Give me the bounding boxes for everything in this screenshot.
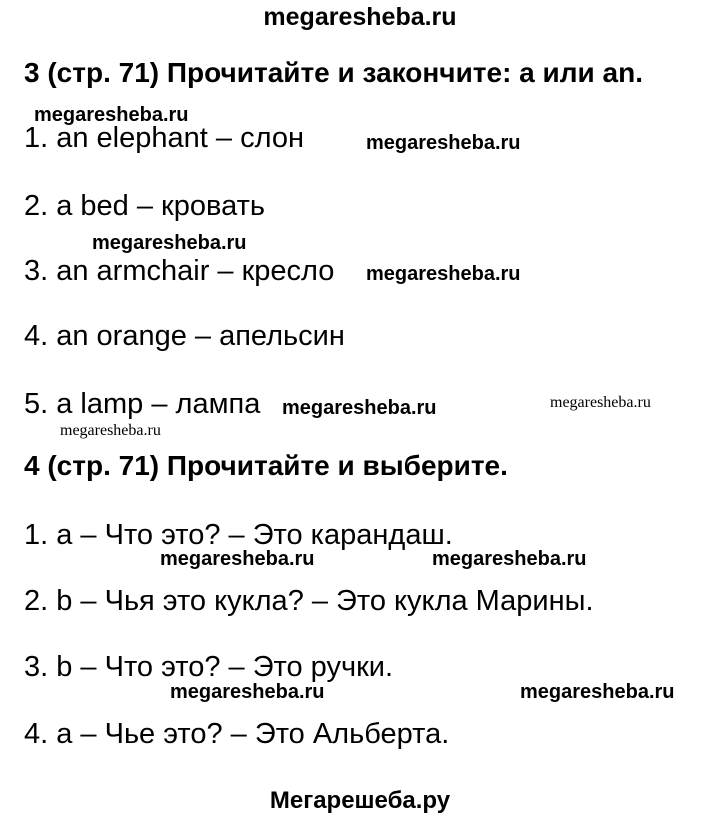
watermark: megaresheba.ru (160, 548, 315, 570)
answer-line-2: 2. a bed – кровать (24, 190, 265, 222)
watermark: megaresheba.ru (520, 681, 675, 703)
watermark: megaresheba.ru (366, 132, 521, 154)
choice-line-1: 1. a – Что это? – Это карандаш. (24, 519, 453, 551)
answer-line-1: 1. an elephant – слон (24, 122, 304, 154)
choice-line-2: 2. b – Чья это кукла? – Это кукла Марины. (24, 585, 594, 617)
watermark: megaresheba.ru (282, 397, 437, 419)
watermark-small: megaresheba.ru (60, 422, 161, 439)
watermark-small: megaresheba.ru (550, 394, 651, 411)
choice-line-4: 4. a – Чье это? – Это Альберта. (24, 718, 450, 750)
watermark: megaresheba.ru (34, 104, 189, 126)
answer-line-4: 4. an orange – апельсин (24, 320, 345, 352)
site-footer: Мегарешеба.ру (269, 787, 451, 814)
answer-line-3: 3. an armchair – кресло (24, 255, 335, 287)
answer-line-5: 5. a lamp – лампа (24, 388, 261, 420)
site-header: megaresheba.ru (263, 3, 457, 31)
watermark: megaresheba.ru (92, 232, 247, 254)
watermark: megaresheba.ru (170, 681, 325, 703)
watermark: megaresheba.ru (366, 263, 521, 285)
watermark: megaresheba.ru (432, 548, 587, 570)
choice-line-3: 3. b – Что это? – Это ручки. (24, 651, 394, 683)
section-4-heading: 4 (стр. 71) Прочитайте и выберите. (24, 450, 508, 481)
section-3-heading: 3 (стр. 71) Прочитайте и закончите: a или an. (24, 57, 643, 88)
